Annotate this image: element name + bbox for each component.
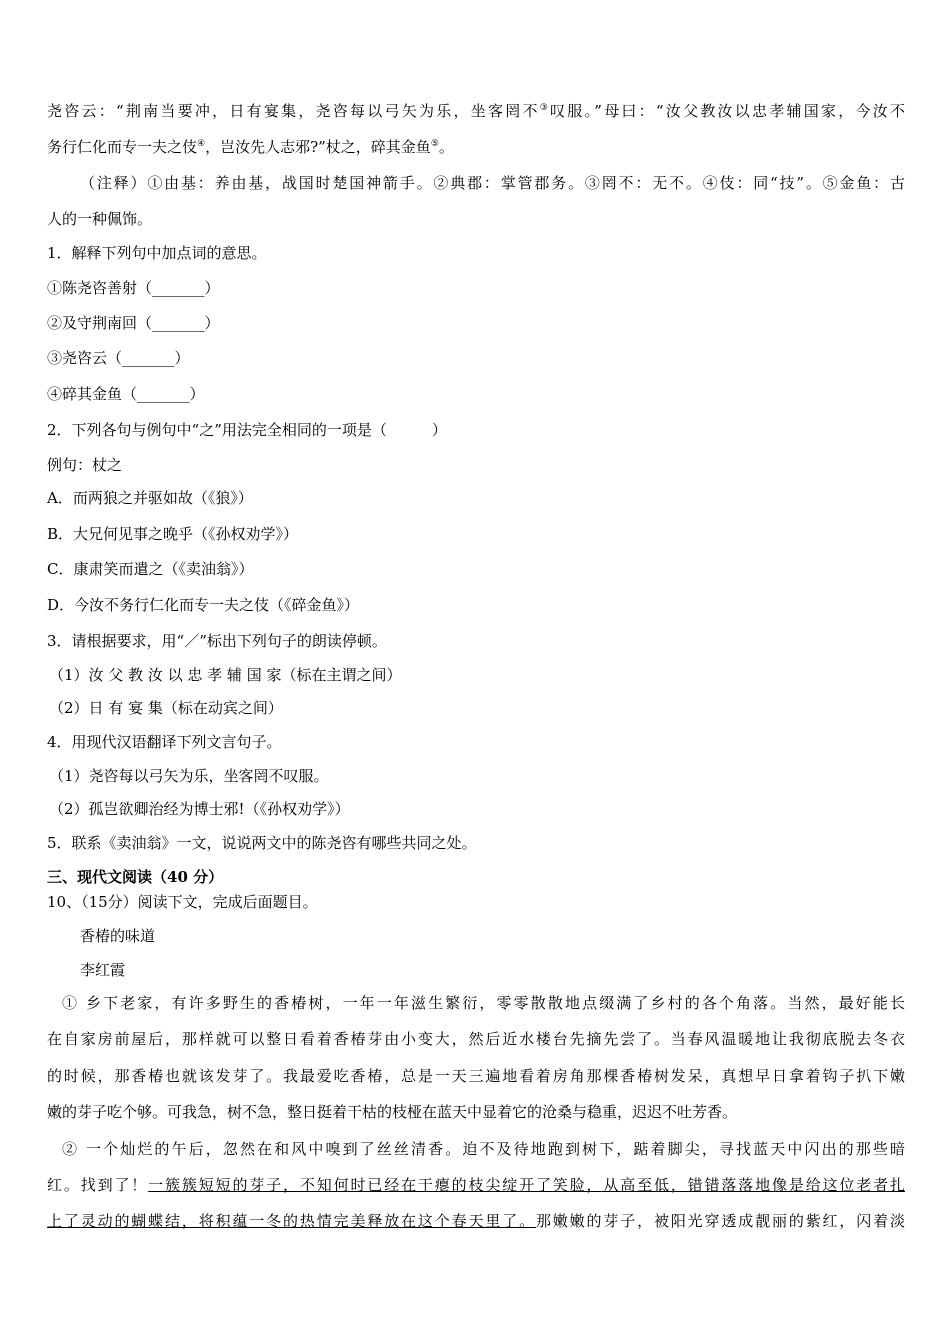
question-4: 4．用现代汉语翻译下列文言句子。 (47, 733, 282, 751)
question-10: 10、（15分）阅读下文，完成后面题目。 (47, 893, 318, 911)
question-1: 1．解释下列句中加点词的意思。 (47, 244, 267, 262)
article-title: 香椿的味道 (80, 927, 156, 945)
paragraph-line: 在自家房前屋后，那样就可以整日看着香椿芽由小变大，然后近水楼台先摘先尝了。当春风温暖地让我彻底脱去冬衣 (47, 1030, 905, 1048)
underlined-sentence: 上了灵动的蝴蝶结，将积蕴一冬的热情完美释放在这个春天里了。 (47, 1212, 536, 1230)
question-1-item: ①陈尧咨善射（_______） (47, 279, 220, 297)
question-1-item: ④碎其金鱼（_______） (47, 385, 205, 403)
question-2-example: 例句：杖之 (47, 456, 123, 474)
passage-line: 尧咨云：“荆南当要冲，日有宴集，尧咨每以弓矢为乐，坐客罔不③叹服。”母曰：“汝父教汝以忠孝辅国家，今汝不 (47, 102, 905, 120)
annotation-line: 人的一种佩饰。 (47, 210, 153, 228)
paragraph-line: 红。找到了！一簇簇短短的芽子，不知何时已经在干瘪的枝尖绽开了笑脸，从高至低，错错落落地像是给这位老者扎 (47, 1176, 905, 1194)
paragraph-line: ② 一个灿烂的午后，忽然在和风中嗅到了丝丝清香。迫不及待地跑到树下，踮着脚尖，寻找蓝天中闪出的那些暗 (62, 1140, 905, 1158)
underlined-sentence: 一簇簇短短的芽子，不知何时已经在干瘪的枝尖绽开了笑脸，从高至低，错错落落地像是给这位老者扎 (148, 1176, 905, 1194)
question-3-item: （1）汝 父 教 汝 以 忠 孝 辅 国 家（标在主谓之间） (49, 666, 402, 684)
paragraph-line: 上了灵动的蝴蝶结，将积蕴一冬的热情完美释放在这个春天里了。那嫩嫩的芽子，被阳光穿透成靓丽的紫红，闪着淡 (47, 1212, 905, 1230)
paragraph-line: 的时候，那香椿也就该发芽了。我最爱吃香椿，总是一天三遍地看着房角那棵香椿树发呆，真想早日拿着钩子扒下嫩 (47, 1067, 905, 1085)
paragraph-line: 嫩的芽子吃个够。可我急，树不急，整日挺着干枯的枝桠在蓝天中显着它的沧桑与稳重，迟迟不吐芳香。 (47, 1103, 738, 1121)
question-3-item: （2）日 有 宴 集（标在动宾之间） (49, 699, 283, 717)
question-4-item: （2）孤岂欲卿治经为博士邪!（《孙权劝学》） (49, 800, 350, 818)
question-2-option: B．大兄何见事之晚乎（《孙权劝学》） (47, 525, 299, 543)
annotation-line: （注释）①由基：养由基，战国时楚国神箭手。②典郡：掌管郡务。③罔不：无不。④伎：同“技”。⑤金鱼：古 (80, 174, 905, 192)
article-author: 李红霞 (80, 961, 126, 979)
question-3: 3．请根据要求，用“／”标出下列句子的朗读停顿。 (47, 632, 387, 650)
paragraph-line: ① 乡下老家，有许多野生的香椿树，一年一年滋生繁衍，零零散散地点缀满了乡村的各个角落。当然，最好能长 (62, 994, 905, 1012)
question-2-option: D．今汝不务行仁化而专一夫之伎（《碎金鱼》） (47, 596, 360, 614)
question-2: 2．下列各句与例句中“之”用法完全相同的一项是（ ） (47, 421, 447, 439)
question-2-option: A．而两狼之并驱如故（《狼》） (47, 489, 253, 507)
question-1-item: ②及守荆南回（_______） (47, 314, 220, 332)
question-2-option: C．康肃笑而遣之（《卖油翁》） (47, 560, 254, 578)
passage-line: 务行仁化而专一夫之伎④，岂汝先人志邪?”杖之，碎其金鱼⑤。 (47, 138, 454, 156)
question-4-item: （1）尧咨每以弓矢为乐，坐客罔不叹服。 (49, 767, 329, 785)
section-heading: 三、现代文阅读（40 分） (47, 868, 224, 886)
question-5: 5．联系《卖油翁》一文，说说两文中的陈尧咨有哪些共同之处。 (47, 834, 477, 852)
question-1-item: ③尧咨云（_______） (47, 349, 190, 367)
